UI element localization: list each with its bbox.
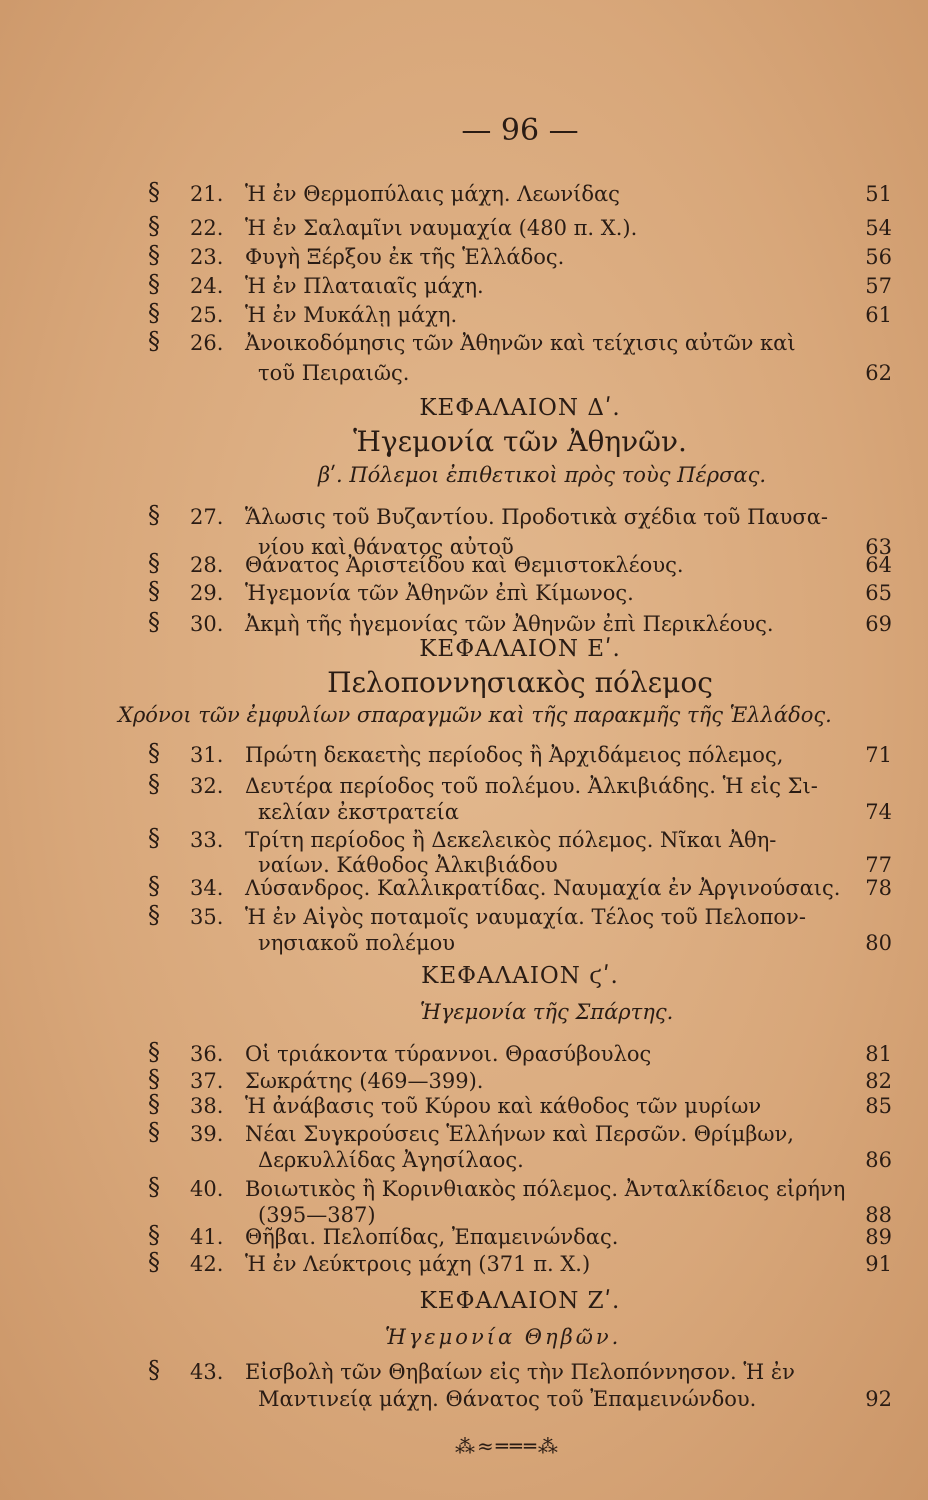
entry-page-number: 89 (865, 1225, 892, 1249)
chapter-e-italic: Χρόνοι τῶν ἐμφυλίων σπαραγμῶν καὶ τῆς παρακμῆς τῆς Ἑλλάδος. (118, 703, 832, 727)
entry-number: 28. (190, 553, 224, 577)
section-sign: § (148, 739, 160, 767)
entry-title: Τρίτη περίοδος ἢ Δεκελεικὸς πόλεμος. Νῖκαι Ἀθη- (245, 828, 777, 852)
section-sign: § (148, 901, 160, 929)
entry-number: 32. (190, 774, 224, 798)
entry-number: 27. (190, 505, 224, 529)
entry-number: 36. (190, 1042, 224, 1066)
entry-number: 29. (190, 581, 224, 605)
entry-page-number: 63 (865, 535, 892, 559)
entry-page-number: 64 (865, 553, 892, 577)
entry-title-continuation: νησιακοῦ πολέμου (258, 931, 455, 955)
page-number: — 96 — (461, 113, 579, 148)
entry-title: Θάνατος Ἀριστείδου καὶ Θεμιστοκλέους. (245, 553, 684, 577)
entry-page-number: 85 (865, 1094, 892, 1118)
section-sign: § (148, 241, 160, 269)
section-sign: § (148, 212, 160, 240)
entry-page-number: 91 (865, 1252, 892, 1276)
entry-title: Βοιωτικὸς ἢ Κορινθιακὸς πόλεμος. Ἀνταλκίδειος εἰρήνη (245, 1177, 846, 1201)
entry-number: 37. (190, 1069, 224, 1093)
chapter-d-subtitle: Ἡγεμονία τῶν Ἀθηνῶν. (353, 425, 687, 458)
entry-title: Ἡ ἐν Μυκάλῃ μάχη. (245, 303, 458, 327)
entry-page-number: 86 (865, 1148, 892, 1172)
entry-page-number: 51 (865, 182, 892, 206)
entry-number: 41. (190, 1225, 224, 1249)
entry-number: 31. (190, 743, 224, 767)
entry-title: Δευτέρα περίοδος τοῦ πολέμου. Ἀλκιβιάδης. Ἡ εἰς Σι- (245, 774, 818, 798)
entry-page-number: 61 (865, 303, 892, 327)
section-sign: § (148, 824, 160, 852)
entry-title-continuation: τοῦ Πειραιῶς. (258, 361, 410, 385)
entry-title: Λύσανδρος. Καλλικρατίδας. Ναυμαχία ἐν Ἀργινούσαις. (245, 876, 841, 900)
entry-number: 23. (190, 245, 224, 269)
entry-title: Ἀνοικοδόμησις τῶν Ἀθηνῶν καὶ τείχισις αὐτῶν καὶ (245, 331, 796, 355)
entry-title: Ἡ ἀνάβασις τοῦ Κύρου καὶ κάθοδος τῶν μυρίων (245, 1094, 762, 1118)
end-ornament: ⁂≈═══⁂ (455, 1434, 560, 1458)
entry-page-number: 57 (865, 274, 892, 298)
entry-page-number: 92 (865, 1387, 892, 1411)
chapter-d-title: ΚΕΦΑΛΑΙΟΝ Δʹ. (419, 395, 621, 421)
section-sign: § (148, 1038, 160, 1066)
entry-page-number: 88 (865, 1203, 892, 1227)
entry-title-continuation: κελίαν ἐκστρατεία (258, 800, 459, 824)
section-sign: § (148, 872, 160, 900)
chapter-st-italic: Ἡγεμονία τῆς Σπάρτης. (420, 1000, 674, 1024)
section-sign: § (148, 608, 160, 636)
entry-number: 39. (190, 1122, 224, 1146)
section-sign: § (148, 577, 160, 605)
entry-title: Νέαι Συγκρούσεις Ἑλλήνων καὶ Περσῶν. Θρίμβων, (245, 1122, 794, 1146)
entry-page-number: 78 (865, 876, 892, 900)
entry-page-number: 56 (865, 245, 892, 269)
entry-number: 22. (190, 216, 224, 240)
entry-title-continuation: Μαντινείᾳ μάχη. Θάνατος τοῦ Ἐπαμεινώνδου. (258, 1387, 757, 1411)
entry-title: Πρώτη δεκαετὴς περίοδος ἢ Ἀρχιδάμειος πόλεμος, (245, 743, 784, 767)
section-sign: § (148, 270, 160, 298)
entry-title-continuation: ναίων. Κάθοδος Ἀλκιβιάδου (258, 853, 558, 877)
entry-title-continuation: νίου καὶ θάνατος αὐτοῦ (258, 535, 514, 559)
section-sign: § (148, 178, 160, 206)
chapter-st-title: ΚΕΦΑΛΑΙΟΝ ϛʹ. (421, 963, 619, 989)
section-sign: § (148, 1173, 160, 1201)
entry-page-number: 80 (865, 931, 892, 955)
entry-title: Σωκράτης (469—399). (245, 1069, 484, 1093)
entry-title: Εἰσβολὴ τῶν Θηβαίων εἰς τὴν Πελοπόννησον. Ἡ ἐν (245, 1360, 795, 1384)
chapter-z-title: ΚΕΦΑΛΑΙΟΝ Ζʹ. (419, 1288, 621, 1314)
section-sign: § (148, 770, 160, 798)
chapter-e-subtitle: Πελοποννησιακὸς πόλεμος (327, 666, 713, 699)
section-sign: § (148, 1248, 160, 1276)
entry-number: 42. (190, 1252, 224, 1276)
chapter-z-italic: Ἡγεμονία Θηβῶν. (385, 1325, 622, 1349)
entry-number: 26. (190, 331, 224, 355)
entry-number: 24. (190, 274, 224, 298)
section-sign: § (148, 1118, 160, 1146)
entry-number: 25. (190, 303, 224, 327)
entry-title: Ἅλωσις τοῦ Βυζαντίου. Προδοτικὰ σχέδια τοῦ Παυσα- (245, 505, 828, 529)
entry-number: 38. (190, 1094, 224, 1118)
chapter-e-title: ΚΕΦΑΛΑΙΟΝ Εʹ. (419, 636, 621, 662)
entry-page-number: 54 (865, 216, 892, 240)
entry-number: 43. (190, 1360, 224, 1384)
section-sign: § (148, 327, 160, 355)
entry-page-number: 65 (865, 581, 892, 605)
entry-title: Ἡ ἐν Πλαταιαῖς μάχη. (245, 274, 484, 298)
entry-number: 40. (190, 1177, 224, 1201)
entry-title-continuation: Δερκυλλίδας Ἀγησίλαος. (258, 1148, 524, 1172)
section-sign: § (148, 1356, 160, 1384)
entry-number: 21. (190, 182, 224, 206)
entry-title: Ἡ ἐν Θερμοπύλαις μάχη. Λεωνίδας (245, 182, 620, 206)
entry-title: Οἱ τριάκοντα τύραννοι. Θρασύβουλος (245, 1042, 652, 1066)
entry-page-number: 71 (865, 743, 892, 767)
entry-title: Ἡ ἐν Αἰγὸς ποταμοῖς ναυμαχία. Τέλος τοῦ Πελοπον- (245, 905, 806, 929)
entry-title: Θῆβαι. Πελοπίδας, Ἐπαμεινώνδας. (245, 1225, 619, 1249)
entry-number: 30. (190, 612, 224, 636)
entry-number: 35. (190, 905, 224, 929)
entry-page-number: 77 (865, 853, 892, 877)
entry-title: Ἡ ἐν Λεύκτροις μάχη (371 π. Χ.) (245, 1252, 591, 1276)
entry-number: 33. (190, 828, 224, 852)
section-sign: § (148, 549, 160, 577)
entry-page-number: 69 (865, 612, 892, 636)
entry-page-number: 81 (865, 1042, 892, 1066)
section-sign: § (148, 1221, 160, 1249)
entry-page-number: 82 (865, 1069, 892, 1093)
entry-title: Ἡγεμονία τῶν Ἀθηνῶν ἐπὶ Κίμωνος. (245, 581, 634, 605)
entry-title: Ἀκμὴ τῆς ἡγεμονίας τῶν Ἀθηνῶν ἐπὶ Περικλέους. (245, 612, 774, 636)
entry-page-number: 62 (865, 361, 892, 385)
entry-title-continuation: (395—387) (258, 1203, 376, 1227)
entry-title: Φυγὴ Ξέρξου ἐκ τῆς Ἑλλάδος. (245, 245, 565, 269)
entry-number: 34. (190, 876, 224, 900)
section-sign: § (148, 1065, 160, 1093)
section-sign: § (148, 1090, 160, 1118)
chapter-d-italic: βʹ. Πόλεμοι ἐπιθετικοὶ πρὸς τοὺς Πέρσας. (318, 463, 767, 487)
entry-title: Ἡ ἐν Σαλαμῖνι ναυμαχία (480 π. Χ.). (245, 216, 638, 240)
section-sign: § (148, 299, 160, 327)
section-sign: § (148, 501, 160, 529)
entry-page-number: 74 (865, 800, 892, 824)
